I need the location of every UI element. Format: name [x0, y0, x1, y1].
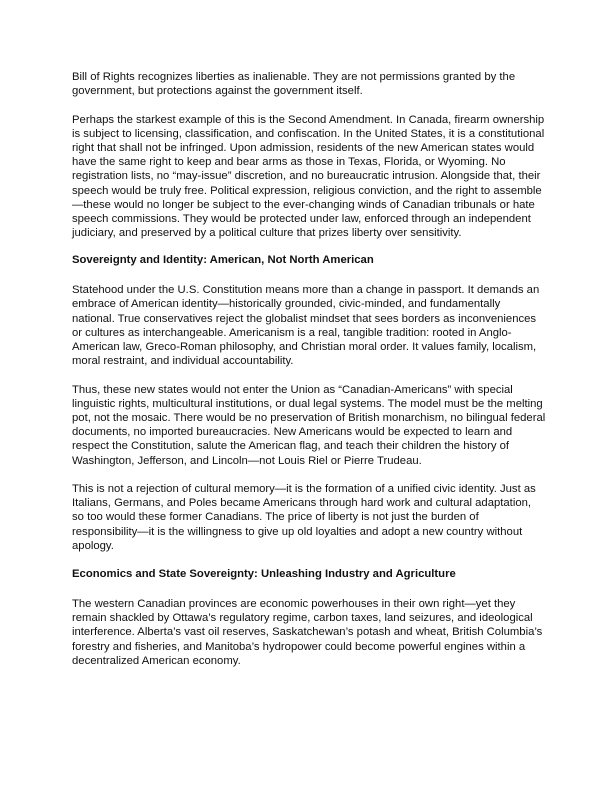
- paragraph: The western Canadian provinces are economic powerhouses in their own right—yet they remain shackled by Ottawa’s regulatory regime, carbon taxes, land seizures, and ideological interference. Alberta’s vast oil reserves, Saskatchewan’s potash and wheat, British Columbia’s forestry and fisheries, and Manitoba’s hydropower could become powerful engines within a decentralized American economy.: [72, 597, 543, 667]
- paragraph: This is not a rejection of cultural memory—it is the formation of a unified civic identity. Just as Italians, Germans, and Poles became Americans through hard work and cultural adaptation, so too would these former Canadians. The price of liberty is not just the burden of responsibility—it is the willingness to give up old loyalties and adopt a new country without apology.: [72, 483, 536, 552]
- paragraph: Perhaps the starkest example of this is the Second Amendment. In Canada, firearm ownership is subject to licensing, classification, and confiscation. In the United States, it is a constitutional right that shall not be infringed. Upon admission, residents of the new American states would have the same right to keep and bear arms as those in Texas, Florida, or Wyoming. No registration lists, no “may-issue” discretion, and no bureaucratic intrusion. Alongside that, their speech would be truly free. Political expression, religious conviction, and the right to assemble—these would no longer be subject to the ever-changing winds of Canadian tribunals or hate speech commissions. They would be protected under law, enforced through an independent judiciary, and preserved by a political culture that prizes liberty over sensitivity.: [72, 113, 545, 240]
- paragraph: Statehood under the U.S. Constitution means more than a change in passport. It demands an embrace of American identity—historically grounded, civic-minded, and fundamentally national. True conservatives reject the globalist mindset that sees borders as inconveniences or cultures as interchangeable. Americanism is a real, tangible tradition: rooted in Anglo-American law, Greco-Roman philosophy, and Christian moral order. It values family, localism, moral restraint, and individual accountability.: [72, 284, 540, 368]
- paragraph: Thus, these new states would not enter the Union as “Canadian-Americans” with special linguistic rights, multicultural institutions, or dual legal systems. The model must be the melting pot, not the mosaic. There would be no preservation of British monarchism, no bilingual federal documents, no imported bureaucracies. New Americans would be expected to learn and respect the Constitution, salute the American flag, and teach their children the history of Washington, Jefferson, and Lincoln—not Louis Riel or Pierre Trudeau.: [72, 383, 546, 467]
- section-heading: Economics and State Sovereignty: Unleashing Industry and Agriculture: [72, 568, 456, 581]
- document-body: [72, 70, 546, 682]
- section-heading: Sovereignty and Identity: American, Not North American: [72, 254, 374, 267]
- paragraph: Bill of Rights recognizes liberties as inalienable. They are not permissions granted by the government, but protections against the government itself.: [72, 71, 516, 98]
